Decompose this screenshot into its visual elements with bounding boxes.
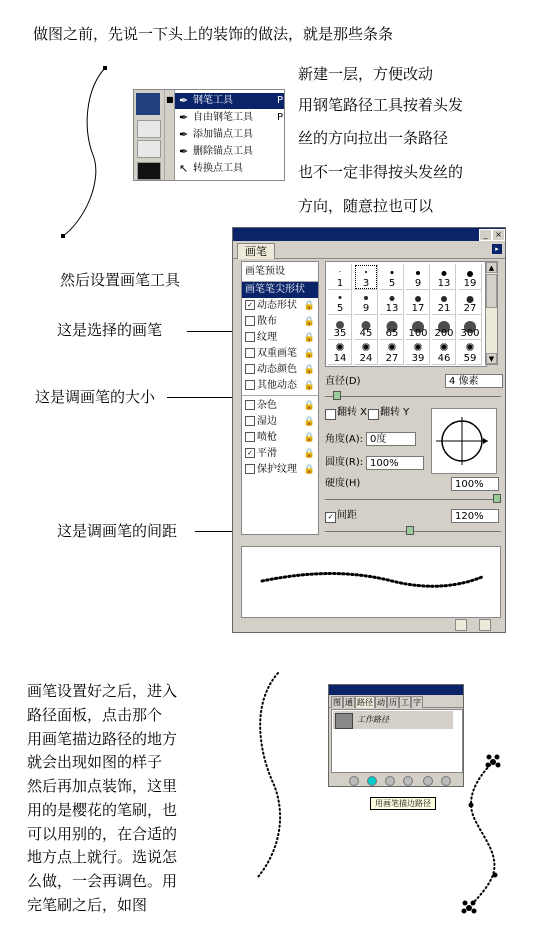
brush-tip-size: 5 [388, 278, 396, 289]
menu-item-pen-tool[interactable] [175, 93, 285, 109]
para1-line: 也不一定非得按头发丝的 [298, 163, 464, 181]
tool-button[interactable] [137, 140, 161, 158]
menu-item-delete-anchor[interactable] [175, 144, 285, 160]
checkbox[interactable] [245, 364, 255, 374]
para2-line: 就会出现如图的样子 [27, 753, 163, 771]
fill-path-icon[interactable] [349, 776, 359, 786]
brush-tip-cell[interactable] [328, 264, 352, 290]
flip-y-label: 翻转 Y [380, 407, 410, 418]
para2-line: 完笔刷之后，如图 [27, 896, 148, 914]
brush-tip-dot [389, 296, 394, 301]
brush-tip-size: 24 [359, 353, 373, 364]
brush-tip-dot [467, 271, 473, 277]
brush-tip-size: 17 [411, 303, 425, 314]
lock-icon[interactable]: 🔒 [303, 349, 315, 359]
freeform-pen-icon: ✒ [179, 111, 189, 124]
make-work-path-icon[interactable] [403, 776, 413, 786]
list-item-airbrush[interactable]: 喷枪 🔒 [242, 430, 318, 446]
toolbox-column [134, 90, 165, 180]
paths-list [331, 709, 463, 773]
list-item-shape-dynamics[interactable]: ✓ 动态形状 🔒 [242, 298, 318, 314]
lock-icon[interactable]: 🔒 [303, 317, 315, 327]
tab-brushes[interactable]: 画笔 [237, 243, 275, 259]
brush-tip-dot [390, 271, 393, 274]
brush-tip-star-icon: ✺ [413, 341, 423, 354]
brush-tip-star-icon: ✺ [387, 341, 397, 354]
checkbox[interactable] [245, 416, 255, 426]
roundness-label: 圆度(R): [325, 457, 364, 468]
pen-tool-flyout [133, 89, 285, 181]
brush-tip-dot [416, 271, 420, 275]
hardness-label: 硬度(H) [325, 478, 361, 489]
brush-tip-size: 19 [463, 278, 477, 289]
panel-titlebar[interactable] [329, 685, 463, 695]
brush-tip-size: 27 [385, 353, 399, 364]
list-item-brush-tip-shape[interactable]: 画笔笔尖形状 [242, 282, 318, 298]
lock-icon[interactable]: 🔒 [303, 433, 315, 443]
para2-line: 可以用别的，在合适的 [27, 825, 178, 843]
spacing-slider-knob[interactable] [406, 526, 414, 535]
path-name: 工作路径 [357, 715, 389, 724]
para1-line: 新建一层，方便改动 [298, 65, 434, 83]
tab-row [233, 241, 505, 259]
annotation-brush-spacing: 这是调画笔的间距 [57, 522, 178, 540]
lock-icon[interactable]: 🔒 [303, 381, 315, 391]
brush-tip-cell[interactable] [380, 264, 404, 290]
tab-row [329, 695, 463, 708]
menu-item-label: 钢笔工具 [193, 95, 233, 106]
brush-tip-size: 13 [437, 278, 451, 289]
lock-icon[interactable]: 🔒 [303, 449, 315, 459]
brush-tip-cell[interactable] [432, 314, 456, 340]
add-anchor-icon: ✒ [179, 128, 189, 141]
brush-tip-star-icon: ✺ [439, 341, 449, 354]
pen-path-curve [55, 60, 125, 245]
brush-tip-cell[interactable] [406, 289, 430, 315]
angle-compass-icon [432, 409, 496, 473]
brush-tip-size: 65 [385, 328, 399, 339]
brush-tip-cell[interactable] [380, 314, 404, 340]
checkbox[interactable] [245, 316, 255, 326]
checkbox[interactable]: ✓ [245, 300, 255, 310]
diameter-field[interactable]: 4 像素 [445, 374, 503, 388]
brush-tip-size: 300 [460, 328, 480, 339]
tab-layers[interactable]: 图 [333, 698, 341, 707]
brush-tip-cell[interactable] [432, 289, 456, 315]
lock-icon[interactable]: 🔒 [303, 301, 315, 311]
load-selection-icon[interactable] [385, 776, 395, 786]
shortcut-key: P [276, 112, 283, 123]
list-item-texture[interactable]: 纹理 🔒 [242, 330, 318, 346]
list-item-noise[interactable]: 杂色 🔒 [242, 398, 318, 414]
flyout-menu [174, 90, 285, 180]
para2-line: 么做，一会再调色。用 [27, 872, 178, 890]
current-tool-bullet: ■ [166, 95, 174, 104]
paths-panel [328, 684, 464, 787]
list-item-smoothing[interactable]: ✓ 平滑 🔒 [242, 446, 318, 462]
hardness-field[interactable]: 100% [451, 477, 499, 491]
para1-line: 用钢笔路径工具按着头发 [298, 96, 464, 114]
brush-tip-size: 5 [336, 303, 344, 314]
brush-tip-dot [364, 296, 368, 300]
brush-tip-size: 100 [408, 328, 428, 339]
brush-tip-cell[interactable] [354, 339, 378, 365]
brush-tip-size: 39 [411, 353, 425, 364]
checkbox[interactable]: ✓ [245, 448, 255, 458]
brush-tip-dot [441, 296, 447, 302]
lock-icon[interactable]: 🔒 [303, 417, 315, 427]
brush-tip-cell[interactable] [354, 289, 378, 315]
brush-tip-dot [441, 271, 446, 276]
annotation-selected-brush: 这是选择的画笔 [57, 321, 163, 339]
tab-history[interactable]: 历 [389, 698, 397, 707]
brush-tip-size: 35 [333, 328, 347, 339]
annotation-set-brush: 然后设置画笔工具 [60, 271, 181, 289]
flip-y-checkbox[interactable] [368, 409, 379, 420]
convert-point-icon: ↖ [179, 162, 189, 175]
dotted-stroke-preview [242, 547, 500, 617]
brush-tip-size: 9 [362, 303, 370, 314]
intro-text: 做图之前，先说一下头上的装饰的做法，就是那些条条 [33, 25, 394, 43]
para2-line: 画笔设置好之后，进入 [27, 682, 178, 700]
path-row-work-path[interactable] [333, 711, 453, 729]
menu-item-label: 删除锚点工具 [193, 146, 253, 157]
minimize-button[interactable]: _ [479, 229, 492, 241]
brush-tip-cell[interactable] [432, 264, 456, 290]
diameter-slider-knob[interactable] [333, 391, 341, 400]
menu-item-label: 转换点工具 [193, 163, 243, 174]
brush-tip-size: 27 [463, 303, 477, 314]
list-item-scattering[interactable]: 散布 🔒 [242, 314, 318, 330]
sakura-decorated-path [455, 750, 515, 920]
divider [242, 395, 318, 396]
menu-item-convert-point[interactable] [175, 161, 285, 177]
stroke-path-icon[interactable] [367, 776, 377, 786]
lock-icon[interactable]: 🔒 [303, 465, 315, 475]
brush-tip-star-icon: ✺ [465, 341, 475, 354]
hardness-slider-knob[interactable] [493, 494, 501, 503]
checkbox[interactable] [245, 348, 255, 358]
list-item-color-dynamics[interactable]: 动态颜色 🔒 [242, 362, 318, 378]
checkbox[interactable] [245, 380, 255, 390]
delete-icon[interactable] [479, 619, 491, 631]
spacing-field[interactable]: 120% [451, 509, 499, 523]
brush-tip-cell[interactable] [380, 289, 404, 315]
tab-actions[interactable]: 动 [377, 698, 385, 707]
diameter-slider-track[interactable] [325, 396, 501, 397]
sakura-flower-icon [486, 755, 501, 768]
brush-tip-cell[interactable] [458, 339, 482, 365]
brush-tip-dot [338, 296, 341, 299]
brush-tip-dot [466, 296, 473, 303]
spacing-checkbox[interactable]: ✓ [325, 512, 336, 523]
lock-icon[interactable]: 🔒 [303, 333, 315, 343]
menu-item-add-anchor[interactable] [175, 127, 285, 143]
path-thumbnail [335, 713, 353, 729]
lock-icon[interactable]: 🔒 [303, 365, 315, 375]
brush-tip-grid [325, 261, 487, 367]
brush-tip-cell[interactable] [380, 339, 404, 365]
para2-line: 用画笔描边路径的地方 [27, 730, 178, 748]
brush-tip-cell[interactable] [328, 339, 352, 365]
brush-tip-cell[interactable] [458, 314, 482, 340]
pen-tool-button[interactable] [136, 93, 160, 115]
brush-panel [232, 227, 506, 633]
panel-titlebar[interactable] [233, 228, 505, 241]
brush-tip-cell[interactable] [406, 339, 430, 365]
shortcut-key: P [276, 95, 283, 106]
para2-line: 路径面板，点击那个 [27, 706, 163, 724]
hardness-slider-track[interactable] [325, 499, 501, 500]
checkbox[interactable] [245, 432, 255, 442]
brush-grid-scrollbar[interactable] [485, 261, 498, 365]
brush-tip-cell[interactable] [406, 314, 430, 340]
list-item-protect-texture[interactable]: 保护纹理 🔒 [242, 462, 318, 478]
stroke-path-tooltip: 用画笔描边路径 [370, 797, 436, 810]
checkbox[interactable] [245, 400, 255, 410]
brush-tip-size: 45 [359, 328, 373, 339]
new-preset-icon[interactable] [455, 619, 467, 631]
brush-tip-star-icon: ✺ [335, 341, 345, 354]
new-path-icon[interactable] [423, 776, 433, 786]
para1-line: 丝的方向拉出一条路径 [298, 129, 449, 147]
list-item-dual-brush[interactable]: 双重画笔 🔒 [242, 346, 318, 362]
brush-tip-size: 59 [463, 353, 477, 364]
brush-tip-dot [339, 271, 340, 272]
list-item-brush-presets[interactable]: 画笔预设 [245, 266, 285, 277]
list-item-wet-edges[interactable]: 湿边 🔒 [242, 414, 318, 430]
roundness-field[interactable]: 100% [366, 456, 424, 470]
annotation-brush-size: 这是调画笔的大小 [35, 388, 156, 406]
brush-tip-size: 200 [434, 328, 454, 339]
tab-paths[interactable]: 路径 [357, 698, 373, 707]
brush-stroke-preview [241, 546, 501, 618]
brush-tip-cell[interactable] [354, 264, 378, 290]
para1-line: 方向，随意拉也可以 [298, 197, 434, 215]
scroll-up-icon[interactable]: ▲ [486, 262, 497, 273]
delete-path-icon[interactable] [441, 776, 451, 786]
para2-line: 然后再加点装饰，这里 [27, 777, 178, 795]
brush-tip-size: 21 [437, 303, 451, 314]
brush-tip-dot [415, 296, 421, 302]
tool-button[interactable] [137, 120, 161, 138]
lock-icon[interactable]: 🔒 [303, 401, 315, 411]
brush-tip-size: 9 [414, 278, 422, 289]
brush-tip-cell[interactable] [328, 314, 352, 340]
tab-tools[interactable]: 工 [401, 698, 409, 707]
close-button[interactable]: × [492, 229, 505, 241]
brush-options-list [241, 261, 319, 535]
angle-field[interactable]: 0度 [366, 432, 416, 446]
tab-channels[interactable]: 通 [345, 698, 353, 707]
scroll-thumb[interactable] [486, 274, 497, 308]
brush-tip-cell[interactable] [328, 289, 352, 315]
pen-icon: ✒ [179, 94, 189, 107]
tab-character[interactable]: 字 [413, 698, 421, 707]
brush-tip-size: 14 [333, 353, 347, 364]
angle-label: 角度(A): [325, 434, 364, 445]
sakura-small-icon [493, 873, 498, 878]
diameter-label: 直径(D) [325, 376, 361, 387]
spacing-label: 间距 [337, 510, 357, 521]
brush-tip-cell[interactable] [458, 264, 482, 290]
flip-x-checkbox[interactable] [325, 409, 336, 420]
brush-tip-size: 1 [336, 278, 344, 289]
stroked-path-dotted [240, 665, 290, 885]
angle-roundness-widget[interactable] [431, 408, 497, 474]
menu-item-label: 添加锚点工具 [193, 129, 253, 140]
scroll-down-icon[interactable]: ▼ [486, 353, 497, 364]
brush-tip-cell[interactable] [458, 289, 482, 315]
para2-line: 地方点上就行。选说怎 [27, 848, 178, 866]
sakura-small-icon [469, 803, 474, 808]
brush-tip-size: 13 [385, 303, 399, 314]
brush-tip-cell[interactable] [406, 264, 430, 290]
sakura-flower-icon [462, 901, 477, 914]
brush-tip-cell[interactable] [354, 314, 378, 340]
menu-item-freeform-pen[interactable] [175, 110, 285, 126]
checkbox[interactable] [245, 332, 255, 342]
panel-menu-arrow-icon[interactable]: ▸ [492, 244, 502, 254]
brush-tip-cell[interactable] [432, 339, 456, 365]
delete-anchor-icon: ✒ [179, 145, 189, 158]
brush-tip-size: 46 [437, 353, 451, 364]
list-item-other-dynamics[interactable]: 其他动态 🔒 [242, 378, 318, 394]
brush-tip-dot [365, 271, 367, 273]
checkbox[interactable] [245, 464, 255, 474]
tool-button[interactable] [137, 162, 161, 180]
para2-line: 用的是樱花的笔刷，也 [27, 801, 178, 819]
brush-tip-star-icon: ✺ [361, 341, 371, 354]
menu-item-label: 自由钢笔工具 [193, 112, 253, 123]
flip-x-label: 翻转 X [337, 407, 368, 418]
brush-tip-size: 3 [362, 278, 370, 289]
